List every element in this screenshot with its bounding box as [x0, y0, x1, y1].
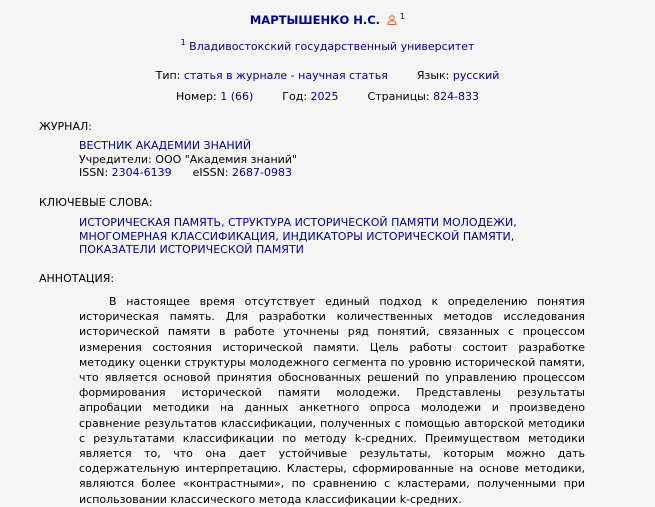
pages-value: 824-833	[433, 90, 480, 103]
affiliation-link[interactable]: Владивостокский государственный университет	[189, 40, 475, 53]
journal-heading: ЖУРНАЛ:	[39, 120, 92, 133]
author-line	[0, 12, 655, 27]
pages-label: Страницы:	[367, 90, 430, 103]
type-value: статья в журнале - научная статья	[183, 69, 388, 82]
year-value: 2025	[310, 90, 339, 103]
author-name-link[interactable]: МАРТЫШЕНКО Н.С.	[249, 13, 381, 27]
keywords-heading: КЛЮЧЕВЫЕ СЛОВА:	[39, 196, 153, 209]
journal-block	[79, 139, 297, 180]
issn-label: ISSN:	[79, 166, 109, 179]
eissn-value: 2687-0983	[232, 166, 293, 179]
affiliation-line	[0, 38, 655, 53]
abstract-text: В настоящее время отсутствует единый подход к определению понятия историческая память. Для разработки количественных методов исследования исторической памяти в работе уточнены ряд понятий, связанных с процессом измерения состояния исторической памяти. Цель работы состоит разработке методику оценки структуры молодежного сегмента по уровню исторической памяти, что является основой принятия обоснованных решений по управлению процессом формирования исторической памяти молодежи. Представлены результаты апробации методики на данных анкетного опроса молодежи и произведено сравнение результатов классификации, полученных с помощью авторской методики с результатами классификации по методу k-средних. Преимуществом методики является то, что она дает устойчивые результаты, которым можно дать содержательную интерпретацию. Кластеры, сформированные на основе методики, являются более «контрастными», по сравнению с кластерами, полученными при использовании классического метода классификации k-средних.	[79, 295, 585, 506]
type-language-line	[0, 69, 655, 82]
founders-value: ООО "Академия знаний"	[155, 152, 297, 166]
issue-info-line	[0, 90, 655, 103]
issn-value: 2304-6139	[111, 166, 172, 179]
type-label: Тип:	[155, 69, 181, 82]
founders-label: Учредители:	[79, 152, 152, 166]
journal-title-link[interactable]: ВЕСТНИК АКАДЕМИИ ЗНАНИЙ	[79, 139, 252, 152]
keywords-text[interactable]: ИСТОРИЧЕСКАЯ ПАМЯТЬ, СТРУКТУРА ИСТОРИЧЕСКОЙ ПАМЯТИ МОЛОДЕЖИ, МНОГОМЕРНАЯ КЛАССИФИКАЦИЯ, ИНДИКАТОРЫ ИСТОРИЧЕСКОЙ ПАМЯТИ, ПОКАЗАТЕЛИ ИСТОРИЧЕСКОЙ ПАМЯТИ	[79, 216, 517, 256]
person-icon[interactable]	[387, 15, 397, 25]
abstract-heading: АННОТАЦИЯ:	[39, 272, 115, 285]
eissn-label: eISSN:	[192, 166, 229, 179]
number-label: Номер:	[175, 90, 217, 103]
author-affiliation-sup: 1	[400, 12, 406, 21]
language-label: Язык:	[416, 69, 450, 82]
language-value: русский	[452, 69, 500, 82]
year-label: Год:	[282, 90, 308, 103]
affiliation-sup: 1	[180, 38, 186, 47]
number-link[interactable]: 1 (66)	[220, 90, 254, 103]
